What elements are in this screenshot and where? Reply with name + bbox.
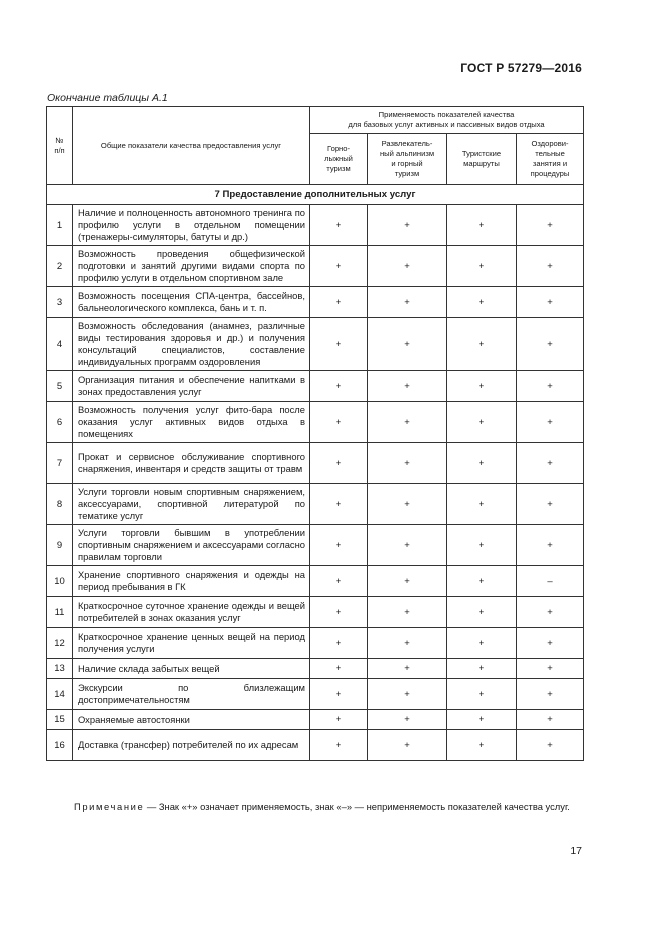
applicability-mark: +: [517, 371, 584, 402]
applicability-mark: +: [368, 443, 447, 484]
applicability-mark: +: [368, 659, 447, 679]
applicability-mark: +: [368, 246, 447, 287]
row-number: 3: [47, 287, 73, 318]
row-description: Экскурсии по близлежащим достопримечательностям: [73, 679, 310, 710]
applicability-mark: +: [447, 566, 517, 597]
applicability-mark: +: [368, 371, 447, 402]
applicability-mark: +: [368, 525, 447, 566]
row-description: Услуги торговли бывшим в употреблении спортивным снаряжением и аксессуарами согласно правилам торговли: [73, 525, 310, 566]
applicability-mark: +: [517, 597, 584, 628]
applicability-mark: +: [447, 371, 517, 402]
applicability-mark: +: [517, 710, 584, 730]
applicability-mark: +: [447, 246, 517, 287]
row-description: Наличие и полноценность автономного тренинга по профилю услуги в отдельном помещении (тренажеры-симуляторы, батуты и др.): [73, 205, 310, 246]
applicability-mark: +: [447, 730, 517, 761]
row-number: 15: [47, 710, 73, 730]
table-row: [47, 710, 584, 730]
row-description: Охраняемые автостоянки: [73, 710, 310, 730]
table-row: [47, 246, 584, 287]
table-note: [47, 800, 583, 813]
applicability-mark: +: [517, 525, 584, 566]
table-row: [47, 371, 584, 402]
row-number: 9: [47, 525, 73, 566]
applicability-mark: +: [517, 205, 584, 246]
table-row: [47, 730, 584, 761]
applicability-mark: +: [368, 205, 447, 246]
applicability-mark: +: [368, 679, 447, 710]
applicability-mark: +: [517, 287, 584, 318]
col-header-ski-tourism: Горно- лыжный туризм: [310, 134, 368, 185]
row-description: Возможность получения услуг фито-бара после оказания услуг активных видов отдыха в помещениях: [73, 402, 310, 443]
applicability-mark: +: [310, 710, 368, 730]
applicability-mark: +: [310, 659, 368, 679]
table-caption: Окончание таблицы А.1: [47, 92, 168, 104]
col-header-number: № п/п: [47, 107, 73, 185]
row-number: 1: [47, 205, 73, 246]
applicability-mark: +: [368, 730, 447, 761]
applicability-mark: +: [368, 566, 447, 597]
row-number: 6: [47, 402, 73, 443]
applicability-mark: +: [517, 402, 584, 443]
row-number: 5: [47, 371, 73, 402]
table-row: [47, 525, 584, 566]
applicability-mark: +: [517, 484, 584, 525]
table-row: [47, 659, 584, 679]
table-row: [47, 484, 584, 525]
applicability-mark: +: [310, 525, 368, 566]
applicability-mark: +: [447, 484, 517, 525]
applicability-mark: +: [310, 730, 368, 761]
applicability-mark: +: [517, 628, 584, 659]
row-description: Наличие склада забытых вещей: [73, 659, 310, 679]
row-number: 11: [47, 597, 73, 628]
applicability-mark: +: [310, 371, 368, 402]
applicability-mark: +: [447, 597, 517, 628]
group-header-applicability: Применяемость показателей качества для базовых услуг активных и пассивных видов отдыха: [310, 107, 584, 134]
applicability-mark: +: [517, 659, 584, 679]
table-row: [47, 597, 584, 628]
applicability-mark: +: [310, 628, 368, 659]
table-row: [47, 566, 584, 597]
row-number: 8: [47, 484, 73, 525]
table-row: [47, 318, 584, 371]
applicability-mark: +: [310, 679, 368, 710]
row-number: 14: [47, 679, 73, 710]
applicability-mark: +: [447, 287, 517, 318]
row-description: Хранение спортивного снаряжения и одежды на период пребывания в ГК: [73, 566, 310, 597]
document-code: ГОСТ Р 57279—2016: [460, 61, 582, 75]
row-description: Возможность проведения общефизической подготовки и занятий другими видами спорта по профилю услуги в отдельном спортивном зале: [73, 246, 310, 287]
applicability-mark: +: [310, 287, 368, 318]
applicability-mark: +: [447, 628, 517, 659]
row-description: Услуги торговли новым спортивным снаряжением, аксессуарами, спортивной литературой по тематике услуг: [73, 484, 310, 525]
applicability-mark: +: [310, 318, 368, 371]
table-row: [47, 443, 584, 484]
table-row: [47, 679, 584, 710]
applicability-mark: +: [517, 679, 584, 710]
col-header-tourist-routes: Туристские маршруты: [447, 134, 517, 185]
applicability-mark: +: [368, 287, 447, 318]
table-row: [47, 205, 584, 246]
row-description: Возможность обследования (анамнез, различные виды тестирования здоровья и др.) и получения консультаций специалистов, составление индивидуальных программ оздоровления: [73, 318, 310, 371]
applicability-mark: +: [447, 710, 517, 730]
applicability-mark: +: [368, 628, 447, 659]
table-row: [47, 628, 584, 659]
applicability-mark: –: [517, 566, 584, 597]
col-header-description: Общие показатели качества предоставления услуг: [73, 107, 310, 185]
applicability-mark: +: [368, 402, 447, 443]
applicability-mark: +: [517, 730, 584, 761]
page-number: 17: [570, 845, 582, 857]
col-header-mountaineering: Развлекатель- ный альпинизм и горный туризм: [368, 134, 447, 185]
applicability-mark: +: [310, 597, 368, 628]
row-number: 12: [47, 628, 73, 659]
row-description: Краткосрочное суточное хранение одежды и вещей потребителей в зонах оказания услуг: [73, 597, 310, 628]
applicability-mark: +: [368, 710, 447, 730]
row-number: 2: [47, 246, 73, 287]
applicability-mark: +: [447, 443, 517, 484]
table-row: [47, 287, 584, 318]
applicability-mark: +: [310, 402, 368, 443]
col-header-wellness: Оздорови- тельные занятия и процедуры: [517, 134, 584, 185]
row-number: 4: [47, 318, 73, 371]
row-description: Организация питания и обеспечение напитками в зонах предоставления услуг: [73, 371, 310, 402]
applicability-mark: +: [310, 205, 368, 246]
table-row: [47, 402, 584, 443]
quality-indicators-table: [46, 106, 584, 761]
applicability-mark: +: [368, 318, 447, 371]
applicability-mark: +: [517, 318, 584, 371]
section-title: 7 Предоставление дополнительных услуг: [47, 185, 584, 205]
note-text: — Знак «+» означает применяемость, знак «–» — неприменяемость показателей качества услуг.: [144, 801, 570, 812]
applicability-mark: +: [310, 246, 368, 287]
applicability-mark: +: [447, 525, 517, 566]
row-description: Прокат и сервисное обслуживание спортивного снаряжения, инвентаря и средств защиты от травм: [73, 443, 310, 484]
row-description: Возможность посещения СПА-центра, бассейнов, бальнеологического комплекса, бань и т. п.: [73, 287, 310, 318]
applicability-mark: +: [310, 443, 368, 484]
applicability-mark: +: [447, 318, 517, 371]
applicability-mark: +: [368, 484, 447, 525]
note-label: Примечание: [74, 801, 145, 812]
row-number: 10: [47, 566, 73, 597]
row-description: Краткосрочное хранение ценных вещей на период получения услуги: [73, 628, 310, 659]
applicability-mark: +: [310, 566, 368, 597]
applicability-mark: +: [368, 597, 447, 628]
row-number: 7: [47, 443, 73, 484]
applicability-mark: +: [447, 659, 517, 679]
applicability-mark: +: [447, 205, 517, 246]
applicability-mark: +: [310, 484, 368, 525]
row-number: 16: [47, 730, 73, 761]
applicability-mark: +: [517, 246, 584, 287]
applicability-mark: +: [447, 402, 517, 443]
row-number: 13: [47, 659, 73, 679]
applicability-mark: +: [447, 679, 517, 710]
applicability-mark: +: [517, 443, 584, 484]
row-description: Доставка (трансфер) потребителей по их адресам: [73, 730, 310, 761]
